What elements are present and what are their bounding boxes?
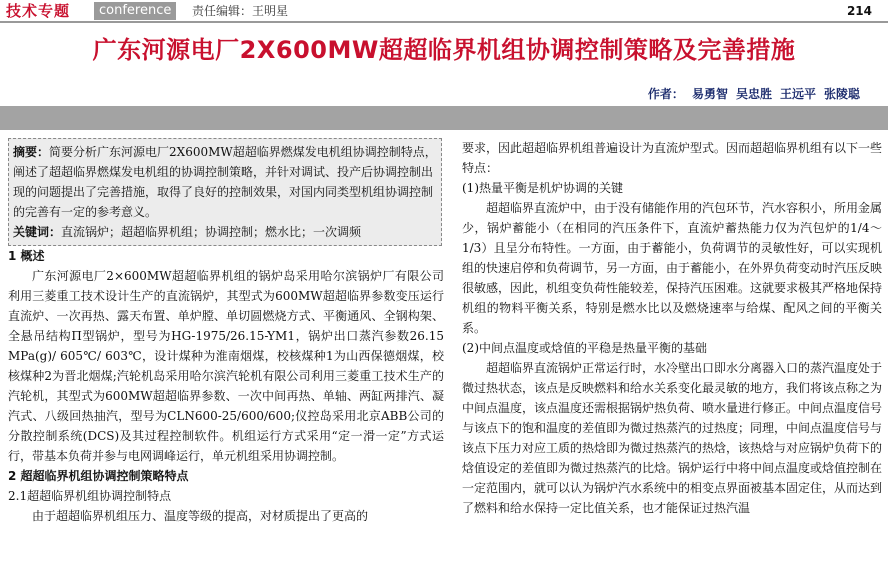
section-badge: 技术专题 (6, 2, 71, 20)
article-title: 广东河源电厂2X600MW超超临界机组协调控制策略及完善措施 (92, 36, 796, 64)
author-name: 吴忠胜 (735, 87, 772, 101)
left-column (8, 138, 444, 588)
editor-credit: 责任编辑：王明星 (192, 4, 289, 18)
body-paragraph: 要求，因此超超临界机组普遍设计为直流炉型式。因而超超临界机组有以下一些特点： (462, 141, 882, 175)
subsection-heading: 2.1超超临界机组协调控制特点 (8, 489, 172, 503)
page-number: 214 (846, 4, 872, 18)
conference-label: conference (94, 2, 176, 20)
authors-label: 作者： (647, 87, 684, 101)
section-heading: 1 概述 (8, 249, 45, 263)
subsection-heading: (1)热量平衡是机炉协调的关键 (462, 181, 623, 195)
body-paragraph: 超超临界直流炉中，由于没有储能作用的汽包环节，汽水容积小，所用金属少，锅炉蓄能小（在相同的汽压条件下，直流炉蓄热能力仅为汽包炉的1/4～1/3）且呈分布特性。一方面，由于蓄能小，负荷调节的灵敏性好，可以实现机组的快速启停和负荷调节，另一方面，由于蓄能小，在外界负荷变动时汽压反映很敏感，因此，机组变负荷性能较差，保持汽压困难。这就要求极其严格地保持机组的物料平衡关系，特别是燃水比以及燃烧速率与给煤、配风之间的平衡关系。 (462, 201, 882, 335)
abstract-text: 简要分析广东河源电厂2X600MW超超临界燃煤发电机组协调控制特点，阐述了超超临界燃煤发电机组的协调控制策略，并针对调试、投产后协调控制出现的问题提出了完善措施，取得了良好的控制效果，对国内同类型机组协调控制的完善有一定的参考意义。 (13, 145, 437, 219)
header-divider (0, 21, 888, 23)
abstract-text-block (13, 142, 437, 222)
body-paragraph: 广东河源电厂2×600MW超超临界机组的锅炉岛采用哈尔滨锅炉厂有限公司利用三菱重工技术设计生产的直流锅炉，其型式为600MW超超临界参数变压运行直流炉、一次再热、露天布置、单炉膛、单切圆燃烧方式、平衡通风、全钢构架、全悬吊结构Π型锅炉，型号为HG-1975/26.15-YM1，锅炉出口蒸汽参数26.15 MPa(g)/ 605℃/ 603℃，设计煤种为淮南烟煤，校核煤种1为山西保德烟煤，校核煤种2为晋北烟煤;汽轮机岛采用哈尔滨汽轮机有限公司利用三菱重工技术生产的汽轮机，其型式为600MW超超临界参数、一次中间再热、单轴、两缸两排汽、凝汽式、八级回热抽汽，型号为CLN600-25/600/600;仪控岛采用北京ABB公司的分散控制系统(DCS)及其过程控制软件。机组运行方式采用“定一滑一定”方式运行，带基本负荷并参与电网调峰运行，单元机组采用协调控制。 (8, 269, 444, 463)
right-column (462, 138, 882, 588)
author-name: 易勇智 (691, 87, 728, 101)
body-paragraph: 由于超超临界机组压力、温度等级的提高，对材质提出了更高的 (32, 509, 369, 523)
section-heading: 2 超超临界机组协调控制策略特点 (8, 469, 189, 483)
abstract-box (8, 138, 442, 246)
author-name: 张陵聪 (823, 87, 860, 101)
body-paragraph: 超超临界直流锅炉正常运行时，水冷壁出口即水分离器入口的蒸汽温度处于微过热状态，该点是反映燃料和给水关系变化最灵敏的地方，我们将该点称之为中间点温度，该点温度还需根据锅炉热负荷、喷水量进行修正。中间点温度信号与该点下的饱和温度的差值即为微过热蒸汽的过热度；同理，中间点温度信号与该点下压力对应工质的热焓即为微过热蒸汽的热焓，该热焓与对应锅炉负荷下的焓值设定的差值即为微过热蒸汽的比焓。锅炉运行中将中间点温度或焓值控制在一定范围内，就可以认为锅炉汽水系统中的相变点界面被基本固定住，从而达到了燃料和给水保持一定比值关系，也才能保证过热汽温 (462, 361, 882, 515)
title-band (0, 106, 888, 130)
subsection-heading: (2)中间点温度或焓值的平稳是热量平衡的基础 (462, 341, 707, 355)
abstract-label: 摘要： (13, 145, 50, 159)
keywords-block (13, 222, 437, 242)
author-name: 王远平 (779, 87, 816, 101)
keywords-text: 直流锅炉；超超临界机组；协调控制；燃水比；一次调频 (61, 225, 362, 239)
authors-line (648, 86, 860, 102)
keywords-label: 关键词： (13, 225, 62, 239)
page-header (0, 0, 888, 24)
